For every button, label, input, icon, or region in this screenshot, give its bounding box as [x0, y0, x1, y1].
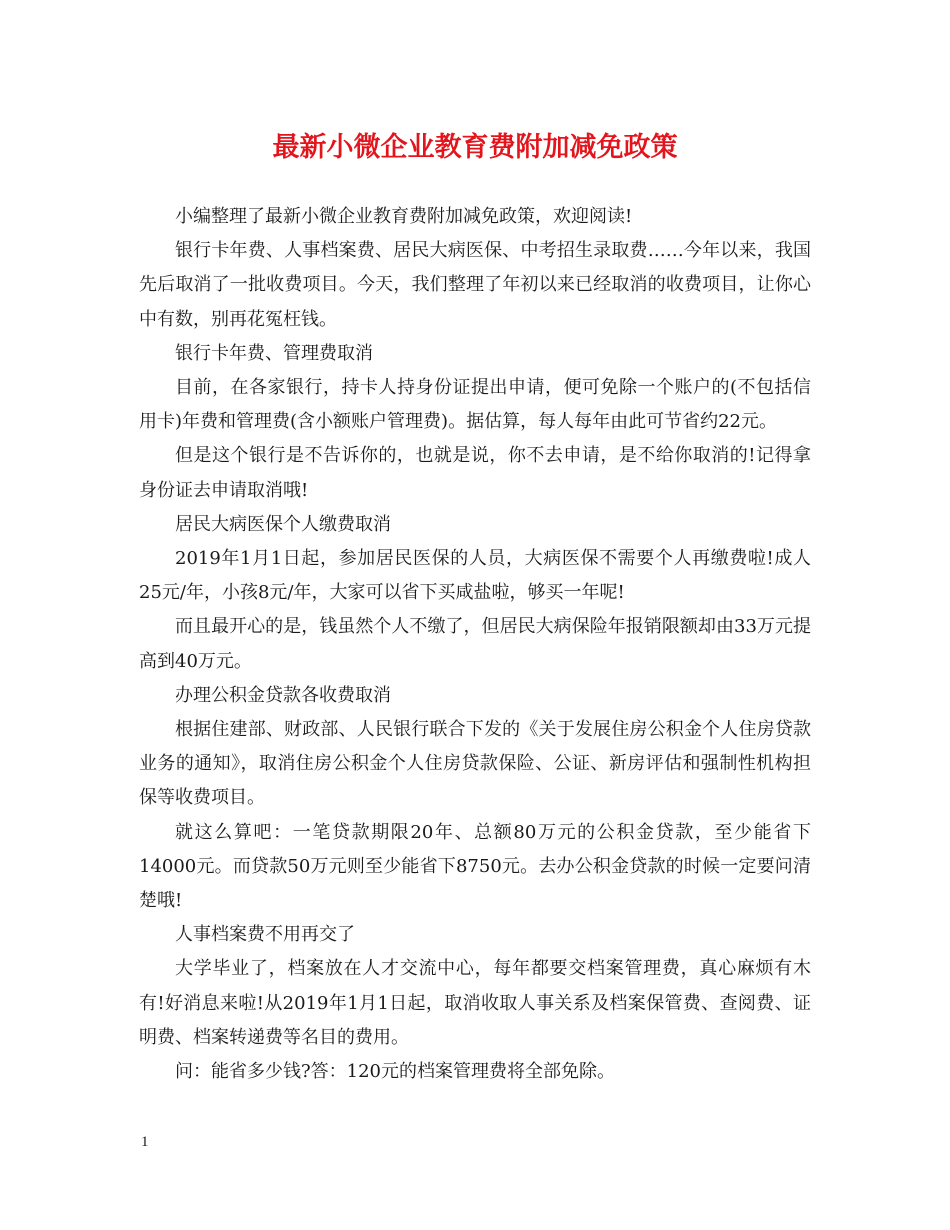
paragraph-intro: 小编整理了最新小微企业教育费附加减免政策，欢迎阅读!: [175, 206, 633, 227]
section-heading-housing-fund: 办理公积金贷款各收费取消: [175, 684, 391, 706]
paragraph-bank-card-details: 目前，在各家银行，持卡人持身份证提出申请，便可免除一个账户的(不包括信用卡)年费和管理费(含小额账户管理费)。据估算，每人每年由此可节省约22元。: [139, 377, 811, 433]
paragraph-overview: 银行卡年费、人事档案费、居民大病医保、中考招生录取费……今年以来，我国先后取消了一批收费项目。今天，我们整理了年初以来已经取消的收费项目，让你心中有数，别再花冤枉钱。: [139, 240, 811, 330]
paragraph-personnel-files-details: 大学毕业了，档案放在人才交流中心，每年都要交档案管理费，真心麻烦有木有!好消息来啦!从2019年1月1日起，取消收取人事关系及档案保管费、查阅费、证明费、档案转递费等名目的费用。: [139, 958, 811, 1048]
section-heading-personnel-files: 人事档案费不用再交了: [175, 924, 355, 946]
paragraph-housing-fund-policy: 根据住建部、财政部、人民银行联合下发的《关于发展住房公积金个人住房贷款业务的通知》，取消住房公积金个人住房贷款保险、公证、新房评估和强制性机构担保等收费项目。: [139, 719, 811, 809]
document-title: 最新小微企业教育费附加减免政策: [272, 132, 678, 163]
page-number: 1: [141, 1134, 149, 1150]
section-heading-bank-card: 银行卡年费、管理费取消: [175, 342, 373, 364]
section-heading-medical-insurance: 居民大病医保个人缴费取消: [175, 513, 391, 535]
paragraph-medical-insurance-details: 2019年1月1日起，参加居民医保的人员，大病医保不需要个人再缴费啦!成人25元/年，小孩8元/年，大家可以省下买咸盐啦，够买一年呢!: [139, 548, 811, 604]
document-body: [139, 200, 811, 1089]
paragraph-housing-fund-savings: 就这么算吧：一笔贷款期限20年、总额80万元的公积金贷款，至少能省下14000元。而贷款50万元则至少能省下8750元。去办公积金贷款的时候一定要问清楚哦!: [139, 821, 811, 912]
paragraph-bank-card-reminder: 但是这个银行是不告诉你的，也就是说，你不去申请，是不给你取消的!记得拿身份证去申请取消哦!: [139, 445, 811, 501]
paragraph-personnel-files-qa: 问：能省多少钱?答：120元的档案管理费将全部免除。: [175, 1061, 616, 1083]
paragraph-medical-insurance-limit: 而且最开心的是，钱虽然个人不缴了，但居民大病保险年报销限额却由33万元提高到40万元。: [139, 616, 811, 672]
